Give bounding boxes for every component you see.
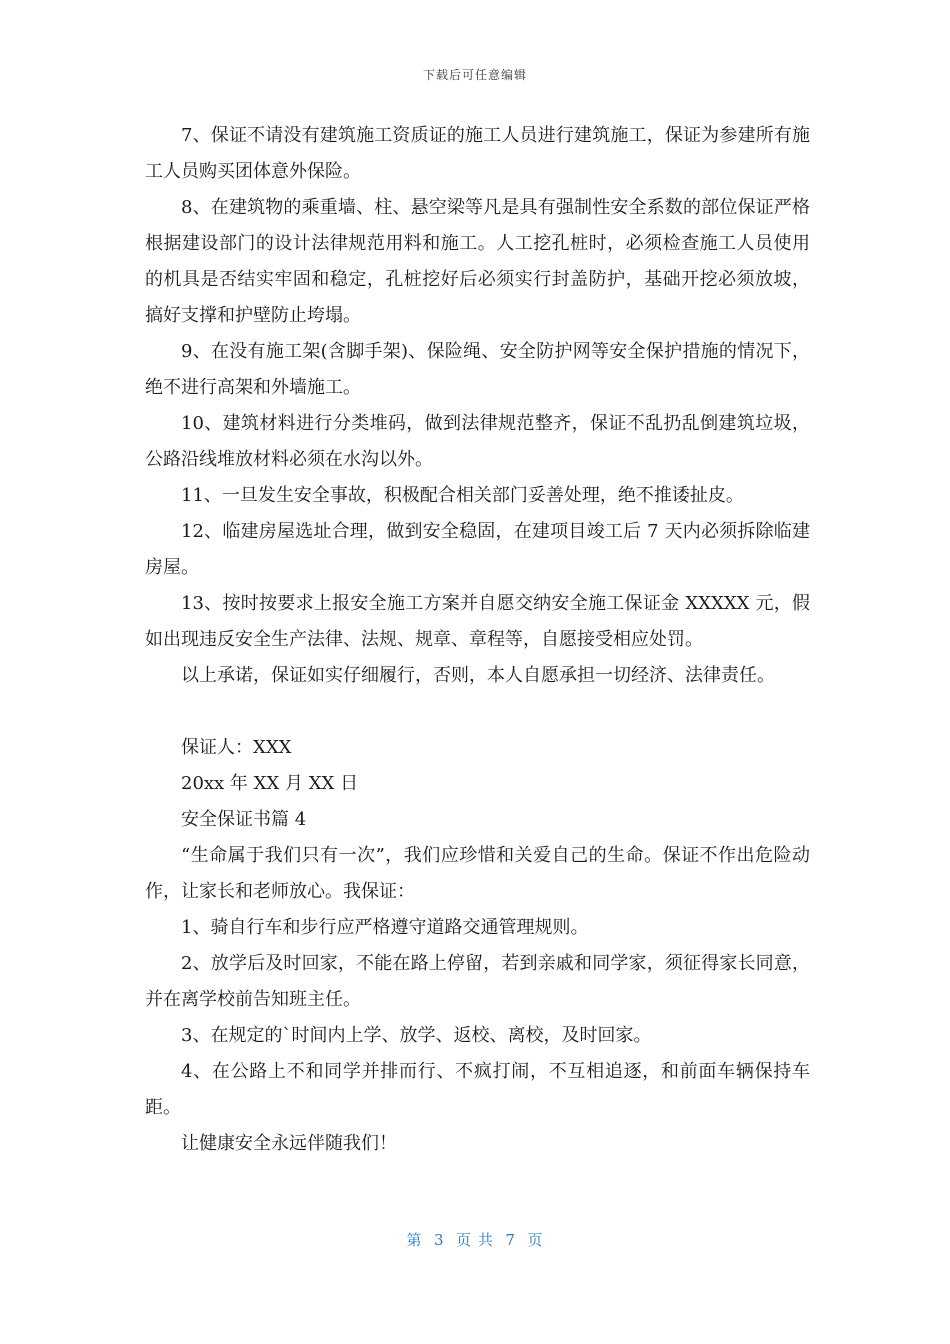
page-number-footer: 第 3 页 共 7 页 (406, 1231, 544, 1249)
section-title: 安全保证书篇 4 (181, 809, 307, 830)
pledge-item-3: 3、在规定的`时间内上学、放学、返校、离校，及时回家。 (181, 1025, 652, 1046)
document-body (145, 118, 810, 1162)
guarantor-line: 保证人：XXX (181, 737, 292, 758)
commitment-paragraph: 以上承诺，保证如实仔细履行，否则，本人自愿承担一切经济、法律责任。 (181, 665, 775, 686)
paragraph-item-7: 7、保证不请没有建筑施工资质证的施工人员进行建筑施工，保证为参建所有施工人员购买团体意外保险。 (145, 125, 810, 182)
section-intro-paragraph: “生命属于我们只有一次”，我们应珍惜和关爱自己的生命。保证不作出危险动作，让家长和老师放心。我保证： (145, 845, 810, 902)
pledge-item-1: 1、骑自行车和步行应严格遵守道路交通管理规则。 (181, 917, 589, 938)
closing-paragraph: 让健康安全永远伴随我们！ (181, 1133, 397, 1154)
paragraph-item-11: 11、一旦发生安全事故，积极配合相关部门妥善处理，绝不推诿扯皮。 (181, 485, 744, 506)
paragraph-item-13: 13、按时按要求上报安全施工方案并自愿交纳安全施工保证金 XXXXX 元，假如出现违反安全生产法律、法规、规章、章程等，自愿接受相应处罚。 (145, 593, 810, 650)
paragraph-item-8: 8、在建筑物的乘重墙、柱、悬空梁等凡是具有强制性安全系数的部位保证严格根据建设部门的设计法律规范用料和施工。人工挖孔桩时，必须检查施工人员使用的机具是否结实牢固和稳定，孔桩挖好后必须实行封盖防护，基础开挖必须放坡，搞好支撑和护壁防止垮塌。 (145, 197, 810, 326)
header-note: 下载后可任意编辑 (422, 68, 527, 82)
paragraph-item-9: 9、在没有施工架(含脚手架)、保险绳、安全防护网等安全保护措施的情况下，绝不进行高架和外墙施工。 (145, 341, 810, 398)
date-line: 20xx 年 XX 月 XX 日 (181, 773, 359, 794)
paragraph-item-10: 10、建筑材料进行分类堆码，做到法律规范整齐，保证不乱扔乱倒建筑垃圾，公路沿线堆放材料必须在水沟以外。 (145, 413, 810, 470)
pledge-item-2: 2、放学后及时回家，不能在路上停留，若到亲戚和同学家，须征得家长同意，并在离学校前告知班主任。 (145, 953, 810, 1010)
pledge-item-4: 4、在公路上不和同学并排而行、不疯打闹，不互相追逐，和前面车辆保持车距。 (145, 1061, 810, 1118)
paragraph-item-12: 12、临建房屋选址合理，做到安全稳固，在建项目竣工后 7 天内必须拆除临建房屋。 (145, 521, 810, 578)
